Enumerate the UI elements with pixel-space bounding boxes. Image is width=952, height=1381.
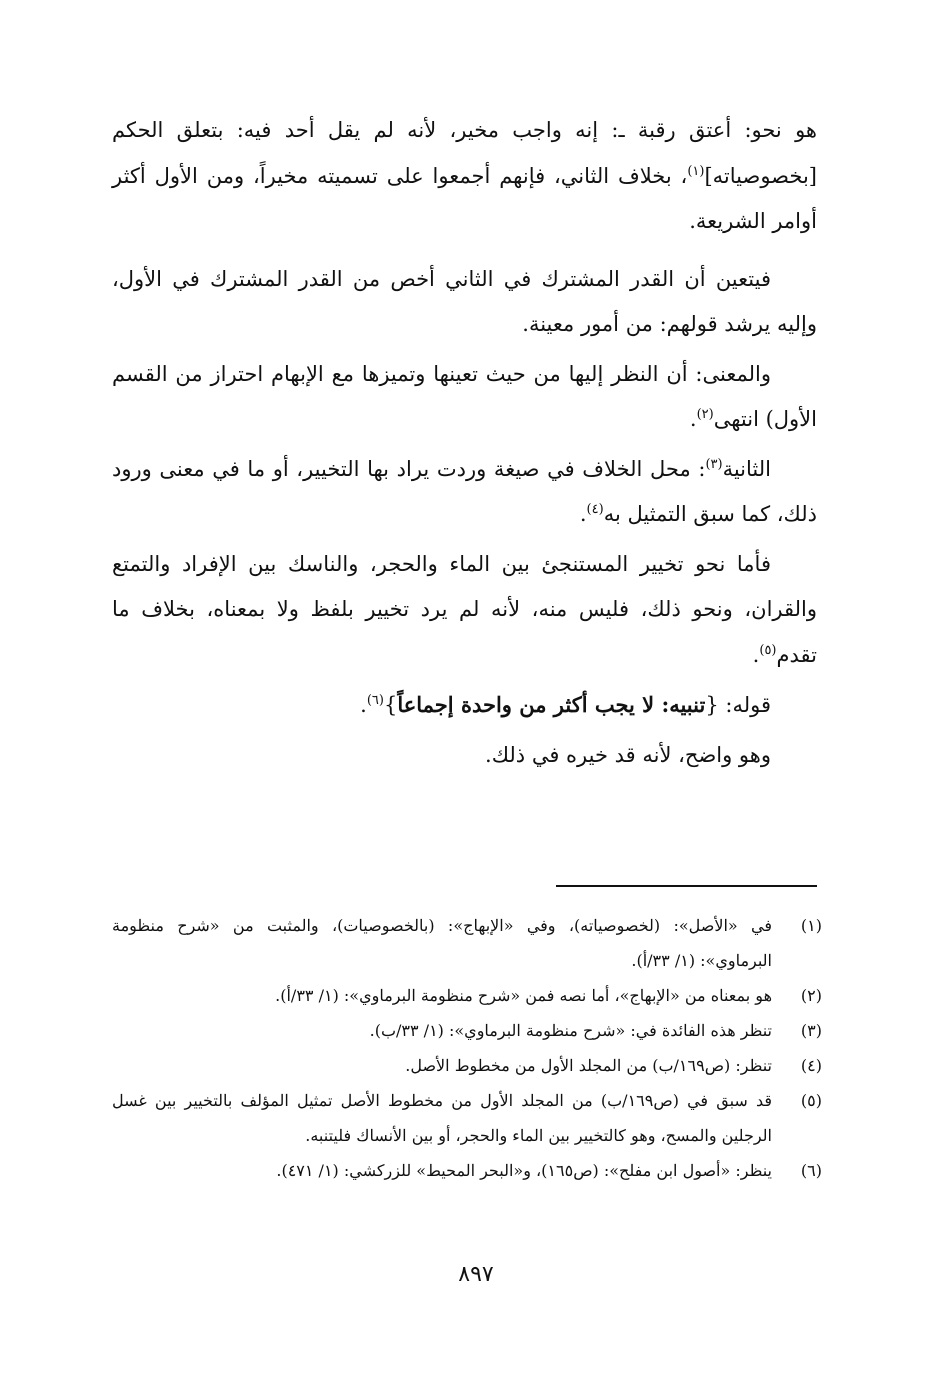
footnote-ref-5: (٥): [759, 642, 777, 658]
paragraph-4-text-c: .: [579, 502, 587, 526]
footnote-text: في «الأصل»: (لخصوصياته)، وفي «الإبهاج»: (بالخصوصيات)، والمثبت من «شرح منظومة البرماوي»: (١/ ٣٣/أ).: [112, 916, 773, 970]
main-text: [112, 108, 817, 782]
paragraph-2-text: فيتعين أن القدر المشترك في الثاني أخص من القدر المشترك في الأول، وإليه يرشد قولهم: من أمور معينة.: [112, 266, 817, 336]
footnote-4: [112, 1048, 822, 1083]
footnote-text: قد سبق في (ص١٦٩/ب) من المجلد الأول من مخطوط الأصل تمثيل المؤلف بالتخيير بين غسل الرجلين والمسح، وهو كالتخيير بين الماء والحجر، أو بين الأنساك فليتنبه.: [112, 1091, 773, 1145]
paragraph-2: [112, 257, 817, 348]
footnote-ref-6: (٦): [366, 693, 384, 708]
paragraph-6-text-a: قوله: {: [705, 693, 771, 717]
footnote-1: [112, 908, 822, 978]
footnote-text: تنظر هذه الفائدة في: «شرح منظومة البرماوي»: (١/ ٣٣/ب).: [369, 1021, 772, 1040]
footnote-ref-1: (١): [687, 163, 705, 179]
paragraph-6-text-b: }: [383, 693, 398, 717]
paragraph-5-text-a: فأما نحو تخيير المستنجئ بين الماء والحجر، والناسك بين الإفراد والتمتع والقران، ونحو ذلك، فليس منه، لأنه لم يرد تخيير بلفظ ولا بمعناه، بخلاف ما تقدم: [112, 551, 817, 667]
footnote-number: (٦): [800, 1161, 822, 1180]
paragraph-5: [112, 542, 817, 679]
footnote-text: تنظر: (ص١٦٩/ب) من المجلد الأول من مخطوط الأصل.: [405, 1056, 772, 1075]
paragraph-1-text-a: هو نحو: أعتق رقبة ـ: إنه واجب مخير، لأنه لم يقل أحد فيه: بتعلق الحكم [بخصوصياته]: [112, 118, 817, 188]
paragraph-1: [112, 108, 817, 245]
footnote-number: (٤): [800, 1056, 822, 1075]
paragraph-3: [112, 352, 817, 443]
paragraph-4-text-b: : محل الخلاف في صيغة وردت يراد بها التخيير، أو ما في معنى ورود ذلك، كما سبق التمثيل به: [112, 456, 817, 526]
paragraph-3-text-a: والمعنى: أن النظر إليها من حيث تعينها وتميزها مع الإبهام احتراز من القسم الأول) انتهى: [112, 361, 817, 431]
footnote-ref-3: (٣): [705, 456, 723, 472]
page-number: ٨٩٧: [458, 1262, 494, 1287]
paragraph-6-text-c: .: [360, 693, 367, 717]
paragraph-4-text-a: الثانية: [722, 456, 771, 481]
footnote-text: هو بمعناه من «الإبهاج»، أما نصه فمن «شرح منظومة البرماوي»: (١/ ٣٣/أ).: [275, 986, 772, 1005]
footnote-number: (٥): [800, 1091, 822, 1110]
footnote-6: [112, 1153, 822, 1188]
footnote-number: (٣): [800, 1021, 822, 1040]
footnote-number: (٢): [800, 986, 822, 1005]
paragraph-4: [112, 447, 817, 538]
footnote-5: [112, 1083, 822, 1153]
footnote-2: [112, 978, 822, 1013]
paragraph-6: [112, 682, 817, 729]
footnote-number: (١): [800, 916, 822, 935]
footnote-text: ينظر: «أصول ابن مفلح»: (ص١٦٥)، و«البحر المحيط» للزركشي: (١/ ٤٧١).: [276, 1161, 772, 1180]
footnote-separator: [556, 885, 817, 887]
paragraph-7-text: وهو واضح، لأنه قد خيره في ذلك.: [485, 742, 771, 767]
paragraph-5-text-b: .: [752, 642, 760, 667]
paragraph-1-text-b: ، بخلاف الثاني، فإنهم أجمعوا على تسميته مخيراً، ومن الأول أكثر أوامر الشريعة.: [112, 163, 817, 233]
footnote-ref-2: (٢): [696, 407, 714, 422]
footnote-3: [112, 1013, 822, 1048]
footnotes: [112, 908, 822, 1188]
footnote-ref-4: (٤): [586, 502, 604, 517]
paragraph-6-bold: تنبيه: لا يجب أكثر من واحدة إجماعاً: [397, 692, 706, 717]
paragraph-3-text-b: .: [689, 407, 697, 431]
paragraph-7: [112, 733, 817, 779]
